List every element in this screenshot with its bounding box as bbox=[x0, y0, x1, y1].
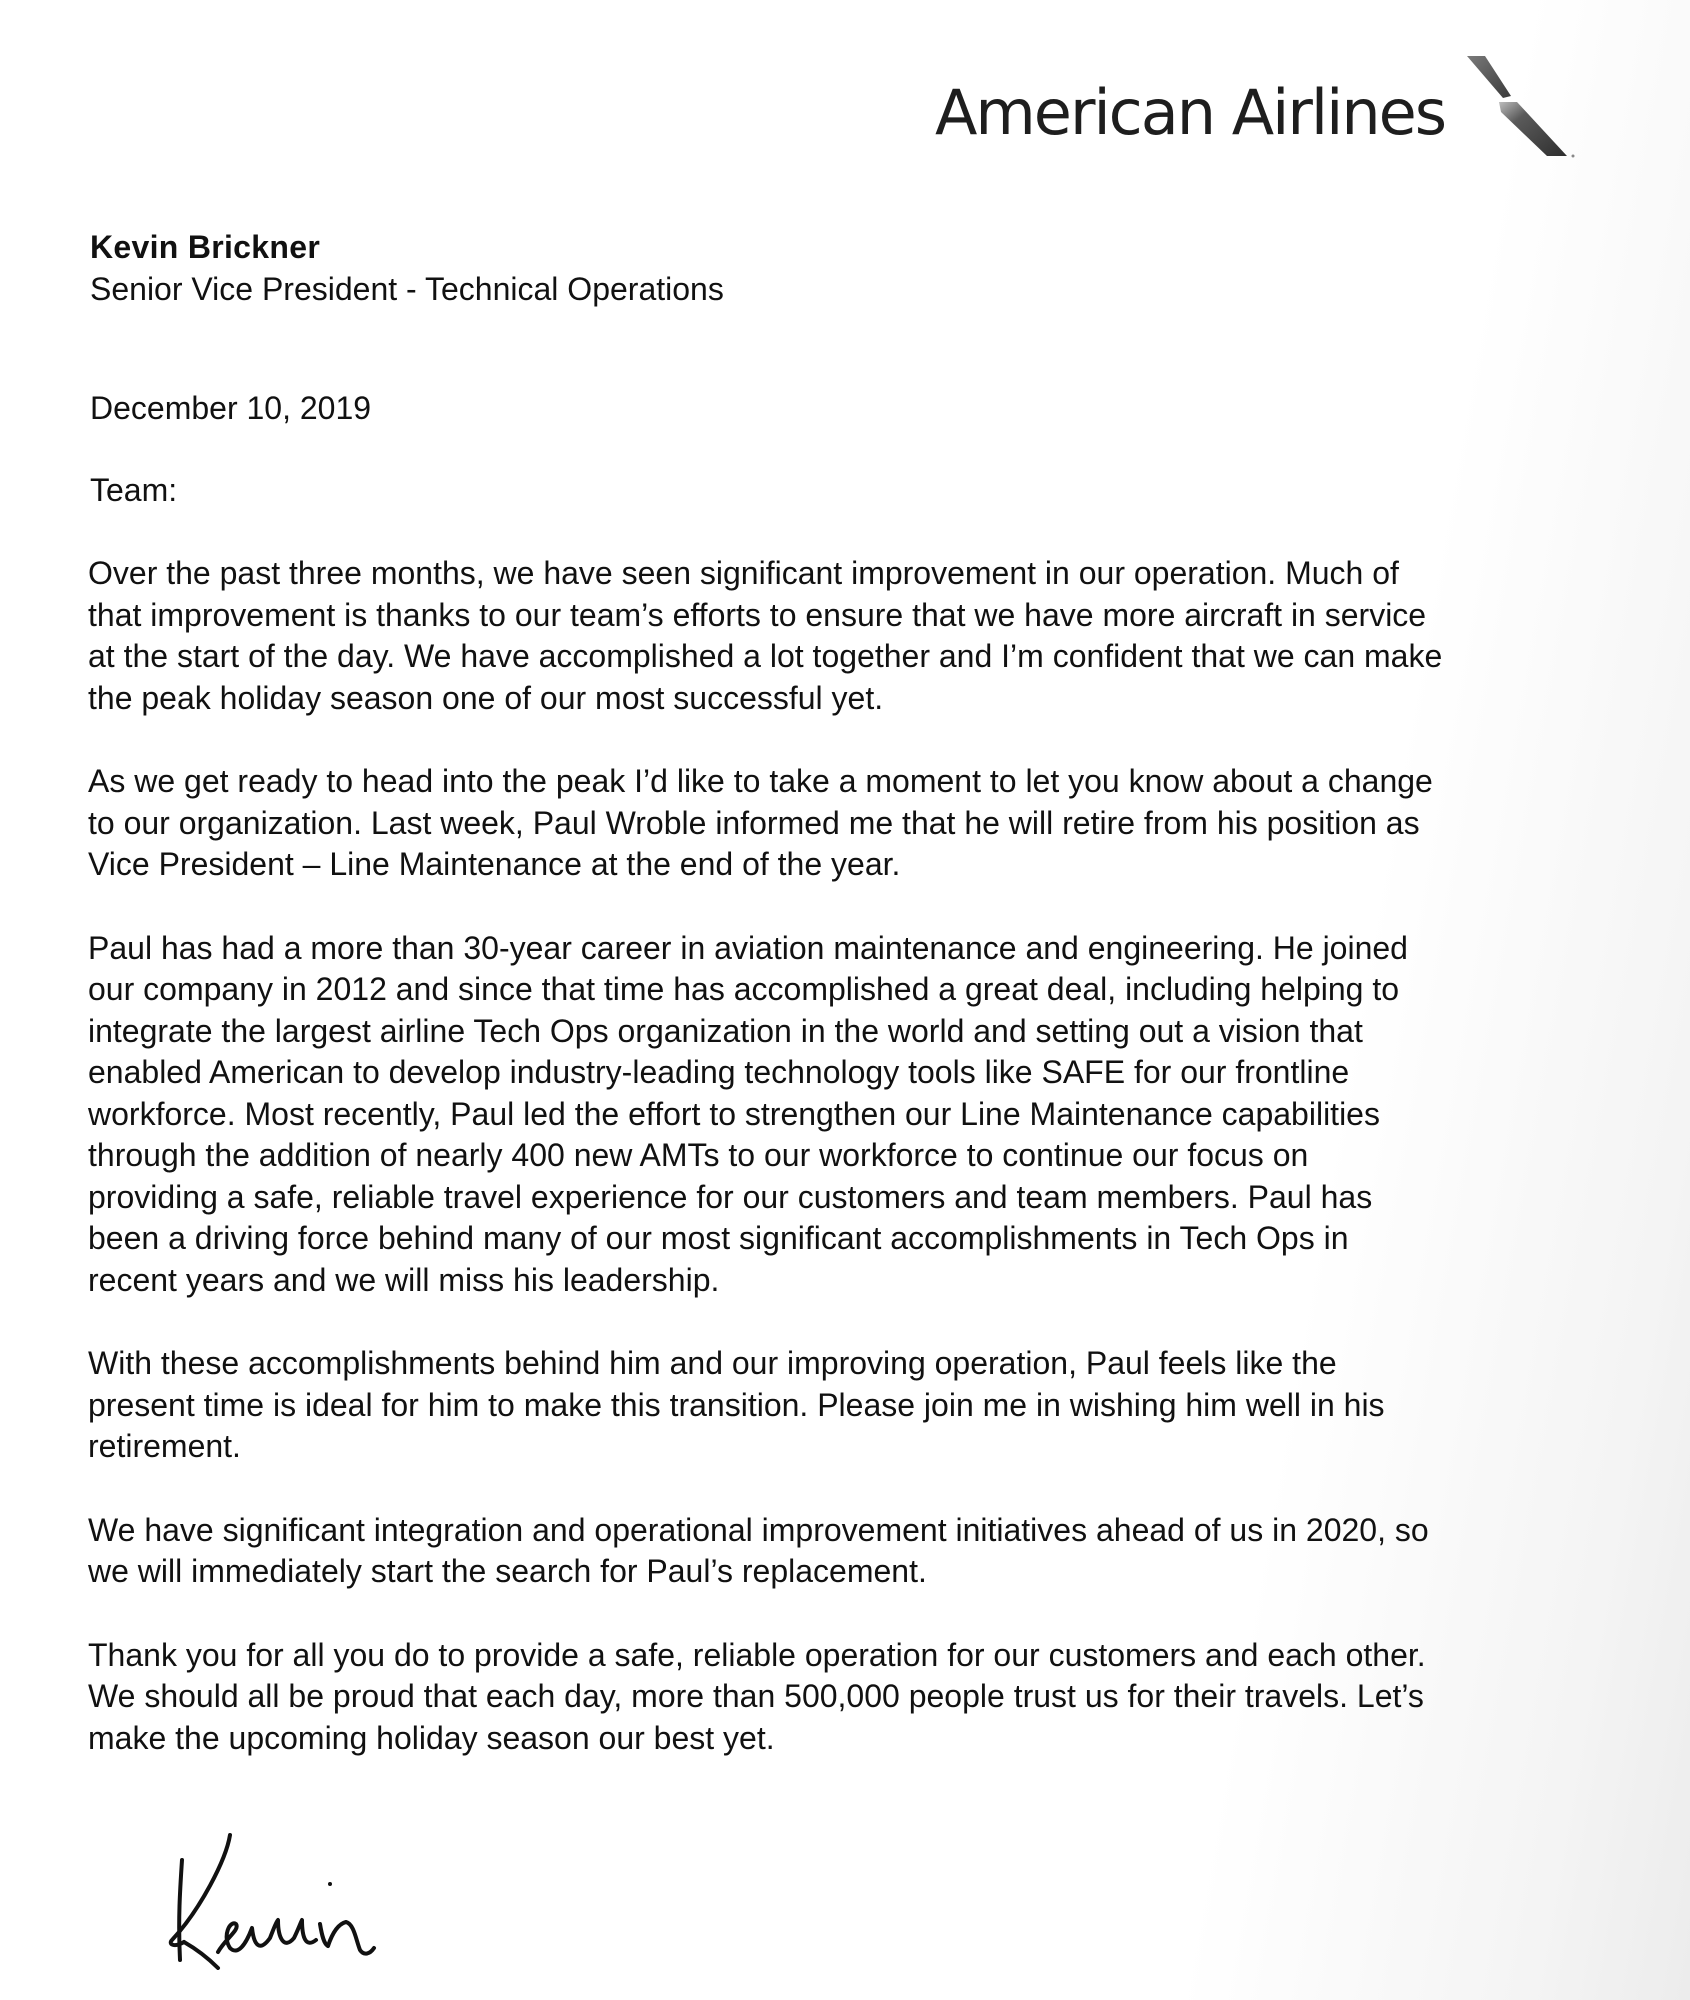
text-line: Paul has had a more than 30-year career in aviation maintenance and engineering. He joined bbox=[88, 929, 1408, 966]
text-line: We should all be proud that each day, more than 500,000 people trust us for their travels. Let’s bbox=[88, 1678, 1424, 1714]
paragraph-2 bbox=[88, 761, 1648, 886]
text-line: providing a safe, reliable travel experience for our customers and team members. Paul has bbox=[88, 1178, 1373, 1215]
text-line: our company in 2012 and since that time has accomplished a great deal, including helping to bbox=[88, 971, 1400, 1007]
text-line: present time is ideal for him to make this transition. Please join me in wishing him well in his bbox=[88, 1386, 1385, 1423]
text-line: retirement. bbox=[88, 1428, 241, 1464]
flight-symbol-icon bbox=[1459, 52, 1579, 162]
text-line: workforce. Most recently, Paul led the effort to strengthen our Line Maintenance capabilities bbox=[88, 1095, 1380, 1132]
text-line: Over the past three months, we have seen significant improvement in our operation. Much of bbox=[88, 555, 1399, 591]
text-line: through the addition of nearly 400 new AMTs to our workforce to continue our focus on bbox=[88, 1137, 1309, 1173]
text-line: We have significant integration and operational improvement initiatives ahead of us in 2020, so bbox=[88, 1511, 1429, 1548]
paragraph-3 bbox=[88, 928, 1648, 1302]
sender-name: Kevin Brickner bbox=[90, 229, 321, 265]
handwritten-signature-icon bbox=[160, 1820, 420, 1970]
text-line: recent years and we will miss his leadership. bbox=[88, 1261, 720, 1298]
text-line: the peak holiday season one of our most successful yet. bbox=[88, 679, 884, 716]
text-line: enabled American to develop industry-leading technology tools like SAFE for our frontline bbox=[88, 1054, 1350, 1090]
text-line: Thank you for all you do to provide a safe, reliable operation for our customers and each other. bbox=[88, 1636, 1426, 1673]
sender-block bbox=[90, 226, 724, 310]
letter-body bbox=[88, 553, 1648, 1801]
paragraph-4 bbox=[88, 1343, 1648, 1468]
text-line: to our organization. Last week, Paul Wroble informed me that he will retire from his position as bbox=[88, 804, 1420, 841]
text-line: we will immediately start the search for Paul’s replacement. bbox=[88, 1553, 927, 1589]
text-line: With these accomplishments behind him and our improving operation, Paul feels like the bbox=[88, 1345, 1337, 1381]
text-line: Vice President – Line Maintenance at the end of the year. bbox=[88, 846, 901, 882]
text-line: at the start of the day. We have accomplished a lot together and I’m confident that we can make bbox=[88, 638, 1443, 674]
sender-title: Senior Vice President - Technical Operations bbox=[90, 271, 724, 307]
company-name: American Airlines bbox=[935, 76, 1446, 149]
paragraph-5 bbox=[88, 1510, 1648, 1593]
text-line: As we get ready to head into the peak I’d like to take a moment to let you know about a change bbox=[88, 763, 1433, 799]
salutation: Team: bbox=[90, 472, 178, 508]
letter-date: December 10, 2019 bbox=[90, 390, 372, 426]
paragraph-1 bbox=[88, 553, 1648, 719]
text-line: make the upcoming holiday season our best yet. bbox=[88, 1719, 775, 1756]
company-logo bbox=[935, 52, 1579, 162]
paragraph-6 bbox=[88, 1635, 1648, 1760]
text-line: integrate the largest airline Tech Ops organization in the world and setting out a vision that bbox=[88, 1012, 1363, 1049]
text-line: been a driving force behind many of our most significant accomplishments in Tech Ops in bbox=[88, 1220, 1349, 1256]
text-line: that improvement is thanks to our team’s efforts to ensure that we have more aircraft in service bbox=[88, 596, 1427, 633]
